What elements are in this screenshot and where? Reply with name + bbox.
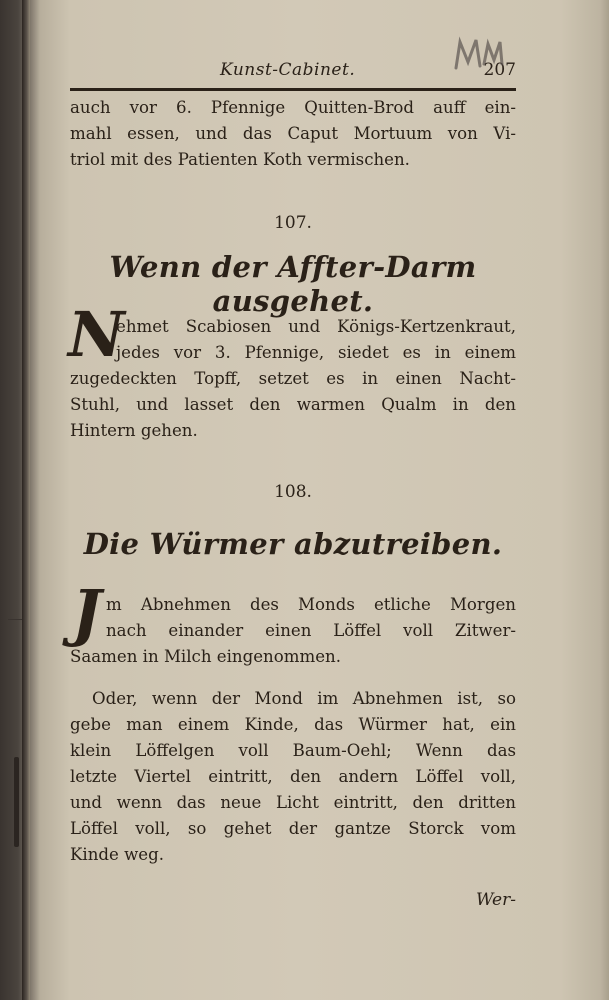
handwritten-pencil-mark (450, 34, 506, 74)
text-line: m Abnehmen des Monds etliche Morgen (106, 595, 516, 614)
text-line: Stuhl, und lasset den warmen Qualm in den (70, 395, 516, 414)
text-line: triol mit des Patienten Koth vermischen. (70, 150, 410, 169)
page-gutter (22, 0, 30, 1000)
margin-mark (8, 619, 22, 620)
text-line: gebe man einem Kinde, das Würmer hat, ein (70, 715, 516, 734)
text-line: jedes vor 3. Pfennige, siedet es in einem (116, 343, 516, 362)
header-rule (70, 88, 516, 91)
text-line: mahl essen, und das Caput Mortuum von Vi- (70, 124, 516, 143)
text-line: Saamen in Milch eingenommen. (70, 647, 341, 666)
catchword: Wer- (475, 890, 516, 910)
text-line: klein Löffelgen voll Baum-Oehl; Wenn das (70, 741, 516, 760)
text-line: Kinde weg. (70, 845, 165, 864)
text-line: letzte Viertel eintritt, den andern Löffel voll, (70, 767, 516, 786)
text-line: Oder, wenn der Mond im Abnehmen ist, so (92, 689, 516, 708)
text-line: auch vor 6. Pfennige Quitten-Brod auff ein- (70, 98, 516, 117)
text-line: zugedeckten Topff, setzet es in einen Nacht- (70, 369, 516, 388)
text-line: nach einander einen Löffel voll Zitwer- (106, 621, 516, 640)
text-line: und wenn das neue Licht eintritt, den dritten (70, 793, 516, 812)
page-number: 207 (483, 60, 516, 80)
text-line: Hintern gehen. (70, 421, 198, 440)
section-number-108: 108. (274, 482, 312, 502)
section-heading-107: Wenn der Affter-Darm ausgehet. (109, 250, 477, 318)
text-line: ehmet Scabiosen und Königs-Kertzenkraut, (116, 317, 516, 336)
section-number-107: 107. (274, 213, 312, 233)
dropcap-107: N (68, 298, 125, 371)
margin-stain (14, 757, 19, 847)
text-line: Löffel voll, so gehet der gantze Storck vom (70, 819, 516, 838)
running-title: Kunst-Cabinet. (220, 60, 356, 80)
dropcap-108: J (72, 576, 102, 649)
section-heading-108: Die Würmer abzutreiben. (83, 527, 503, 561)
